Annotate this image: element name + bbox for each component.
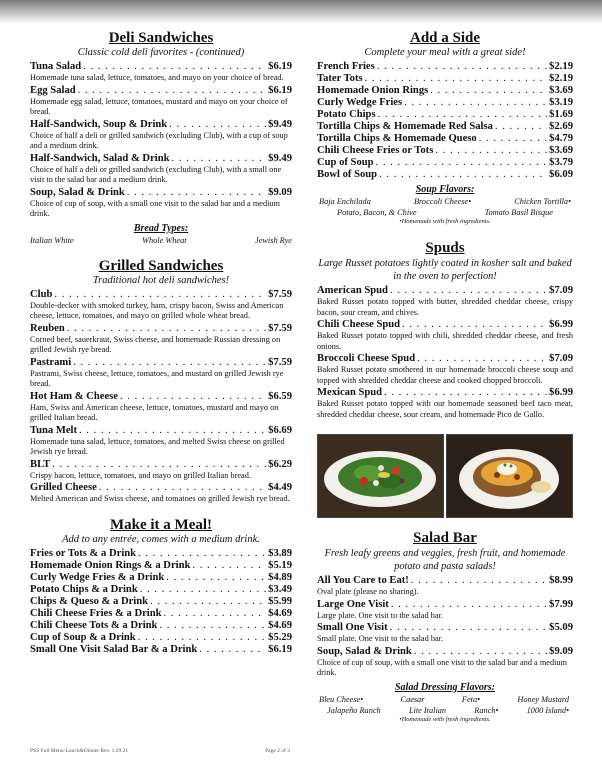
dot-leader	[378, 109, 548, 121]
dot-leader	[169, 119, 266, 131]
menu-item	[30, 153, 292, 165]
menu-item-price: $7.09	[549, 353, 573, 364]
menu-item	[30, 584, 292, 596]
menu-item-name: Tortilla Chips & Homemade Red Salsa	[317, 121, 493, 132]
menu-item-name: Curly Wedge Fries	[317, 97, 403, 108]
menu-item-price: $9.49	[268, 152, 292, 164]
menu-item-description: Baked Russet potato topped with chili, shredded cheddar cheese, and fresh onions.	[317, 331, 573, 351]
menu-item-price: $3.19	[549, 97, 573, 108]
dot-leader	[404, 97, 547, 109]
menu-item-price: $4.49	[268, 482, 292, 493]
menu-item	[30, 289, 292, 301]
dot-leader	[495, 121, 547, 133]
dressing-flavor: Lite Italian	[408, 705, 447, 715]
soup-flavor: Baja Enchilada	[319, 197, 371, 206]
dot-leader	[192, 560, 266, 572]
menu-item-price: $2.19	[549, 61, 573, 72]
menu-item	[30, 61, 292, 73]
dressing-flavor: 1000 Island•	[526, 705, 569, 715]
soup-flavor: Tomato Basil Bisque	[484, 208, 553, 217]
menu-item-price: $2.69	[549, 121, 573, 132]
menu-item	[30, 391, 292, 403]
dot-leader	[365, 73, 548, 85]
menu-item-price: $6.99	[549, 387, 573, 398]
menu-item-price: $7.59	[268, 288, 292, 300]
salad-dressing-heading: Salad Dressing Flavors:	[394, 681, 495, 693]
dot-leader	[435, 145, 547, 157]
menu-item	[30, 459, 292, 471]
menu-item-price: $2.19	[549, 73, 573, 84]
menu-item-price: $6.29	[268, 458, 292, 470]
deli-items-list	[30, 61, 292, 220]
menu-item-name: Cup of Soup	[317, 157, 374, 168]
dot-leader	[391, 599, 547, 611]
dot-leader	[140, 584, 266, 596]
menu-item-description: Ham, Swiss and American cheese, lettuce, tomatoes, mustard and mayo on grilled Italian bread.	[30, 402, 279, 422]
menu-item-name: Potato Chips & a Drink	[30, 583, 138, 595]
homemade-note: •Homemade with fresh ingredients.	[399, 715, 491, 723]
menu-item	[317, 85, 573, 97]
menu-item-name: American Spud	[317, 285, 388, 296]
menu-item-price: $5.99	[268, 595, 292, 607]
menu-item	[30, 572, 292, 584]
menu-item-price: $3.79	[549, 157, 573, 168]
menu-item-name: Grilled Cheese	[30, 482, 97, 493]
soup-flavors-row	[317, 207, 573, 218]
menu-item-description: Small plate. One visit to the salad bar.	[317, 634, 444, 643]
dot-leader	[78, 85, 267, 97]
dot-leader	[376, 157, 548, 169]
menu-item-price: $4.69	[268, 619, 292, 631]
menu-item	[317, 319, 573, 331]
menu-item-name: Half-Sandwich, Soup & Drink	[30, 118, 168, 130]
menu-item-description: Melted American and Swiss cheese, and tomatoes on grilled Jewish rye bread.	[30, 494, 290, 503]
dot-leader	[390, 622, 548, 634]
menu-item-name: Club	[30, 288, 53, 300]
menu-item	[317, 646, 573, 658]
menu-item-name: Tuna Salad	[30, 61, 82, 72]
section-title: Make it a Meal!	[109, 516, 213, 533]
menu-item	[317, 169, 573, 181]
menu-item	[317, 575, 573, 587]
right-column	[317, 30, 573, 731]
bread-types-heading: Bread Types:	[133, 222, 189, 234]
section-subtitle: Add to any entrée, comes with a medium drink.	[62, 533, 260, 545]
menu-item-name: Fries or Tots & a Drink	[30, 547, 137, 559]
add-a-side-section	[317, 30, 573, 226]
spud-items-list	[317, 285, 573, 420]
menu-item-price: $7.59	[268, 322, 292, 334]
page-footer	[30, 748, 290, 754]
dot-leader	[411, 575, 547, 587]
dot-leader	[52, 459, 266, 471]
soup-flavors-heading: Soup Flavors:	[415, 184, 475, 195]
homemade-note: •Homemade with fresh ingredients.	[399, 218, 491, 225]
menu-item	[317, 387, 573, 399]
menu-item-name: Reuben	[30, 322, 65, 334]
menu-item-price: $6.59	[268, 390, 292, 402]
dot-leader	[83, 61, 266, 73]
footer-revision: PSS Full Menu-Lunch&Dinner Rev. 1.29.21	[30, 748, 129, 754]
menu-item-name: Homemade Onion Rings & a Drink	[30, 559, 191, 571]
menu-item	[30, 620, 292, 632]
menu-item-price: $8.99	[549, 575, 573, 586]
menu-item-name: Chili Cheese Fries or Tots	[317, 145, 434, 156]
left-column	[30, 30, 292, 663]
menu-item-description: Choice of half a deli or grilled sandwich (excluding Club), with a small one visit to the salad bar and a medium drink.	[30, 164, 282, 184]
bread-types-list	[30, 235, 292, 246]
menu-item	[317, 285, 573, 297]
meal-items-list	[30, 548, 292, 656]
footer-page-number: Page 2 of 3	[265, 748, 290, 754]
menu-item-price: $9.49	[268, 118, 292, 130]
menu-item	[30, 608, 292, 620]
dressing-flavor: Caesar	[400, 694, 425, 704]
menu-item	[30, 482, 292, 494]
menu-item-name: Chili Cheese Spud	[317, 319, 401, 330]
menu-item	[317, 157, 573, 169]
soup-flavors-row	[317, 196, 573, 207]
menu-item-price: $5.29	[268, 631, 292, 643]
dot-leader	[384, 387, 547, 399]
menu-item-price: $7.99	[549, 598, 573, 610]
dot-leader	[99, 482, 266, 494]
menu-item	[317, 121, 573, 133]
menu-item-price: $3.69	[549, 145, 573, 156]
menu-item	[30, 187, 292, 199]
soup-flavor: Chicken Tortilla•	[514, 197, 571, 206]
menu-item-description: Homemade tuna salad, lettuce, tomatoes, and melted Swiss cheese on grilled Jewish rye bread.	[30, 436, 285, 456]
menu-item-description: Baked Russet potato topped with our homemade seasoned beef taco meat, shredded cheddar cheese, sour cream, and homemade Pico de Gallo.	[317, 399, 573, 419]
grilled-sandwiches-section	[30, 258, 292, 505]
food-photos	[317, 434, 573, 518]
menu-item-price: $6.09	[549, 169, 573, 180]
menu-item-description: Choice of cup of soup, with a small one visit to the salad bar and a medium drink.	[317, 657, 568, 677]
dot-leader	[379, 169, 547, 181]
section-title: Spuds	[425, 240, 465, 256]
menu-item	[317, 109, 573, 121]
section-subtitle: Complete your meal with a great side!	[364, 47, 526, 58]
menu-item-description: Oval plate (please no sharing).	[317, 587, 419, 596]
menu-item-description: Crispy bacon, lettuce, tomatoes, and mayo on grilled Italian bread.	[30, 470, 251, 480]
menu-item	[317, 145, 573, 157]
menu-item-name: Curly Wedge Fries & a Drink	[30, 571, 165, 583]
menu-item-price: $3.89	[268, 547, 292, 559]
dot-leader	[390, 285, 547, 297]
bread-type: Italian White	[30, 235, 74, 245]
dot-leader	[120, 391, 266, 403]
menu-item	[317, 599, 573, 611]
section-subtitle: Classic cold deli favorites - (continued)	[77, 47, 245, 58]
menu-item-name: All You Care to Eat!	[317, 575, 409, 586]
menu-item-description: Pastrami, Swiss cheese, lettuce, tomatoes, and mustard on grilled Jewish rye bread.	[30, 368, 284, 388]
menu-item-price: $6.99	[549, 319, 573, 330]
menu-item-description: Homemade tuna salad, lettuce, tomatoes, and mayo on your choice of bread.	[30, 73, 284, 82]
dot-leader	[417, 353, 547, 365]
menu-item-price: $5.09	[549, 622, 573, 633]
section-subtitle: Traditional hot deli sandwiches!	[92, 274, 230, 286]
dot-leader	[430, 85, 547, 97]
menu-item-description: Choice of cup of soup, with a small one visit to the salad bar and a medium drink.	[30, 198, 281, 218]
dot-leader	[73, 357, 266, 369]
menu-item-price: $5.19	[268, 559, 292, 571]
menu-item-name: Bowl of Soup	[317, 169, 378, 180]
section-subtitle: Fresh leafy greens and veggies, fresh fruit, and homemade potato and pasta salads!	[324, 548, 566, 572]
menu-item-name: Pastrami	[30, 356, 72, 368]
menu-item-name: Chili Cheese Tots & a Drink	[30, 619, 158, 631]
menu-item-price: $7.59	[268, 356, 292, 368]
menu-item-name: Homemade Onion Rings	[317, 85, 429, 96]
dressing-flavor: Feta•	[461, 694, 481, 704]
menu-item-name: Soup, Salad & Drink	[30, 186, 125, 198]
dressing-flavor: Honey Mustard	[517, 694, 569, 704]
header-gradient-bar	[0, 0, 602, 24]
dot-leader	[479, 133, 547, 145]
menu-item-price: $4.89	[268, 571, 292, 583]
salad-photo	[317, 434, 444, 518]
menu-item-name: Large One Visit	[317, 598, 389, 610]
menu-item-name: Chili Cheese Fries & a Drink	[30, 607, 162, 619]
menu-item	[30, 119, 292, 131]
menu-item-price: $6.19	[268, 84, 292, 96]
menu-item-price: $1.69	[549, 109, 573, 120]
salad-bar-section	[317, 530, 573, 724]
menu-item-name: Chips & Queso & a Drink	[30, 595, 149, 607]
menu-item	[317, 353, 573, 365]
section-title: Salad Bar	[413, 530, 477, 546]
menu-item-description: Large plate. One visit to the salad bar.	[317, 610, 443, 620]
menu-item-price: $3.69	[549, 85, 573, 96]
menu-item-price: $6.69	[268, 424, 292, 436]
menu-item-description: Double-decker with smoked turkey, ham, crispy bacon, Swiss and American cheese, lettuce, tomatoes, and mayo on grilled whole wheat bread.	[30, 300, 284, 320]
dressing-row	[317, 705, 573, 716]
grilled-items-list	[30, 289, 292, 505]
menu-item	[317, 622, 573, 634]
dot-leader	[67, 323, 266, 335]
menu-item	[317, 61, 573, 73]
menu-item-name: Potato Chips	[317, 109, 376, 120]
make-it-a-meal-section	[30, 517, 292, 656]
menu-item	[30, 596, 292, 608]
dot-leader	[79, 425, 266, 437]
dot-leader	[138, 632, 266, 644]
dressing-flavor: Bleu Cheese•	[319, 694, 364, 704]
section-title: Deli Sandwiches	[108, 30, 214, 46]
menu-item-price: $4.69	[268, 607, 292, 619]
menu-item-name: Half-Sandwich, Salad & Drink	[30, 152, 170, 164]
menu-item-price: $9.09	[268, 186, 292, 198]
dot-leader	[414, 646, 547, 658]
menu-item-name: Egg Salad	[30, 84, 76, 96]
menu-item-name: Tuna Melt	[30, 424, 77, 436]
dot-leader	[172, 153, 267, 165]
menu-item-name: Tater Tots	[317, 73, 363, 84]
dot-leader	[402, 319, 547, 331]
menu-item-price: $4.79	[549, 133, 573, 144]
soup-flavor: Broccoli Cheese•	[413, 197, 472, 206]
menu-item-name: French Fries	[317, 61, 375, 72]
menu-item	[30, 323, 292, 335]
dot-leader	[159, 620, 266, 632]
section-title: Add a Side	[409, 30, 481, 46]
menu-item	[317, 73, 573, 85]
menu-item	[30, 560, 292, 572]
dot-leader	[127, 187, 266, 199]
menu-item-description: Baked Russet potato smothered in our homemade broccoli cheese soup and topped with shredded cheddar cheese and cooked chopped broccoli.	[317, 365, 573, 385]
menu-item	[30, 357, 292, 369]
menu-item-price: $6.19	[268, 61, 292, 72]
menu-item	[317, 133, 573, 145]
deli-sandwiches-section	[30, 30, 292, 246]
spuds-section	[317, 240, 573, 420]
menu-item-description: Homemade egg salad, lettuce, tomatoes, mustard and mayo on your choice of bread.	[30, 96, 288, 116]
spud-photo	[446, 434, 573, 518]
menu-item	[30, 632, 292, 644]
dot-leader	[166, 572, 266, 584]
dot-leader	[150, 596, 266, 608]
menu-item	[30, 548, 292, 560]
menu-item-name: Mexican Spud	[317, 387, 383, 398]
dot-leader	[54, 289, 266, 301]
menu-item	[317, 97, 573, 109]
menu-item-description: Corned beef, sauerkraut, Swiss cheese, and homemade Russian dressing on grilled Jewish rye bread.	[30, 334, 281, 354]
menu-item-description: Choice of half a deli or grilled sandwich (excluding Club), with a cup of soup and a medium drink.	[30, 130, 288, 150]
dressing-row	[317, 694, 573, 705]
dot-leader	[164, 608, 267, 620]
menu-item-name: Small One Visit	[317, 622, 388, 633]
menu-item-name: Small One Visit Salad Bar & a Drink	[30, 643, 198, 655]
menu-item-price: $3.49	[268, 583, 292, 595]
menu-item-name: BLT	[30, 458, 51, 470]
menu-item	[30, 425, 292, 437]
menu-item	[30, 85, 292, 97]
menu-item-name: Soup, Salad & Drink	[317, 645, 412, 657]
bread-type: Whole Wheat	[142, 235, 187, 245]
menu-item-name: Broccoli Cheese Spud	[317, 353, 416, 364]
menu-item-name: Hot Ham & Cheese	[30, 390, 118, 402]
dot-leader	[199, 644, 266, 656]
salad-items-list	[317, 575, 573, 679]
dot-leader	[377, 61, 547, 73]
dressing-flavor: Ranch•	[474, 705, 499, 715]
section-title: Grilled Sandwiches	[98, 257, 224, 274]
menu-item-name: Tortilla Chips & Homemade Queso	[317, 133, 477, 144]
dressing-flavor: Jalapeño Ranch	[327, 705, 381, 715]
soup-flavor: Potato, Bacon, & Chive	[337, 208, 417, 217]
side-items-list	[317, 61, 573, 181]
menu-item-price: $9.09	[549, 645, 573, 657]
menu-item-price: $6.19	[268, 643, 292, 655]
dot-leader	[138, 548, 266, 560]
menu-item-description: Baked Russet potato topped with butter, shredded cheddar cheese, crispy bacon, sour cream, and chives.	[317, 297, 573, 317]
bread-type: Jewish Rye	[255, 235, 292, 245]
menu-item-price: $7.09	[549, 285, 573, 296]
menu-item-name: Cup of Soup & a Drink	[30, 631, 136, 643]
menu-item	[30, 644, 292, 656]
section-subtitle: Large Russet potatoes lightly coated in kosher salt and baked in the oven to perfection!	[318, 258, 572, 282]
